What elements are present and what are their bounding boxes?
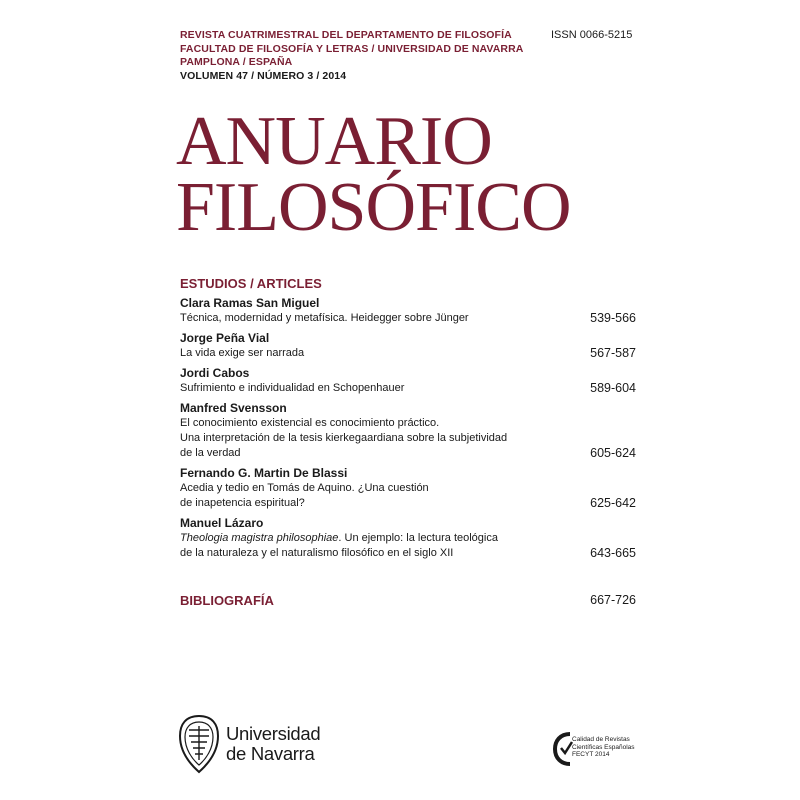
fecyt-quality-seal-icon bbox=[552, 730, 574, 768]
article-pages: 539-566 bbox=[590, 311, 636, 325]
bibliography-pages: 667-726 bbox=[590, 593, 636, 607]
bibliography-label: BIBLIOGRAFÍA bbox=[180, 593, 274, 608]
article-author: Manuel Lázaro bbox=[180, 516, 264, 530]
university-name bbox=[226, 724, 320, 764]
article-entry bbox=[180, 296, 640, 326]
header-line-department: REVISTA CUATRIMESTRAL DEL DEPARTAMENTO DE FILOSOFÍA bbox=[180, 29, 512, 41]
article-title-line: Una interpretación de la tesis kierkegaardiana sobre la subjetividad bbox=[180, 432, 508, 444]
article-author: Jordi Cabos bbox=[180, 366, 250, 380]
fecyt-text bbox=[572, 736, 635, 759]
article-title-line: Técnica, modernidad y metafísica. Heidegger sobre Jünger bbox=[180, 312, 469, 324]
article-title-line: Acedia y tedio en Tomás de Aquino. ¿Una cuestión bbox=[180, 482, 429, 494]
university-name-line-1: Universidad bbox=[226, 723, 321, 744]
article-title-line: Sufrimiento e individualidad en Schopenhauer bbox=[180, 382, 405, 394]
table-of-contents bbox=[180, 296, 640, 566]
article-author: Jorge Peña Vial bbox=[180, 331, 270, 345]
article-title-line: de la verdad bbox=[180, 447, 241, 459]
article-title-line: La vida exige ser narrada bbox=[180, 347, 305, 359]
fecyt-line-1: Calidad de Revistas bbox=[572, 736, 630, 743]
article-pages: 589-604 bbox=[590, 381, 636, 395]
article-pages: 625-642 bbox=[590, 496, 636, 510]
article-title-line: de inapetencia espiritual? bbox=[180, 497, 305, 509]
article-title-rest: . Un ejemplo: la lectura teológica bbox=[338, 532, 498, 544]
header-line-city: PAMPLONA / ESPAÑA bbox=[180, 56, 293, 68]
university-seal-icon bbox=[176, 714, 222, 774]
article-entry bbox=[180, 366, 640, 396]
article-pages: 605-624 bbox=[590, 446, 636, 460]
article-title-italic: Theologia magistra philosophiae bbox=[180, 532, 339, 544]
article-entry bbox=[180, 466, 640, 511]
article-author: Clara Ramas San Miguel bbox=[180, 296, 320, 310]
university-logo bbox=[176, 712, 336, 782]
title-line-1: ANUARIO bbox=[176, 103, 492, 180]
header-line-volume: VOLUMEN 47 / NÚMERO 3 / 2014 bbox=[180, 69, 347, 82]
article-title-line: El conocimiento existencial es conocimiento práctico. bbox=[180, 417, 440, 429]
bibliography-entry bbox=[180, 592, 636, 610]
article-author: Fernando G. Martin De Blassi bbox=[180, 466, 348, 480]
fecyt-badge bbox=[552, 730, 638, 776]
article-title-line bbox=[180, 531, 640, 546]
header-line-faculty: FACULTAD DE FILOSOFÍA Y LETRAS / UNIVERSIDAD DE NAVARRA bbox=[180, 42, 524, 55]
university-name-line-2: de Navarra bbox=[226, 743, 315, 764]
title-line-2: FILOSÓFICO bbox=[176, 169, 571, 246]
article-entry bbox=[180, 331, 640, 361]
issn: ISSN 0066-5215 bbox=[551, 29, 633, 41]
article-entry bbox=[180, 401, 640, 461]
article-author: Manfred Svensson bbox=[180, 401, 287, 415]
article-entry bbox=[180, 516, 640, 561]
article-pages: 643-665 bbox=[590, 546, 636, 560]
section-heading: ESTUDIOS / ARTICLES bbox=[180, 276, 322, 291]
fecyt-line-2: Científicas Españolas bbox=[572, 743, 635, 751]
article-pages: 567-587 bbox=[590, 346, 636, 360]
fecyt-line-3: FECYT 2014 bbox=[572, 751, 610, 758]
article-title-line: de la naturaleza y el naturalismo filosófico en el siglo XII bbox=[180, 547, 454, 559]
journal-title bbox=[176, 103, 571, 246]
